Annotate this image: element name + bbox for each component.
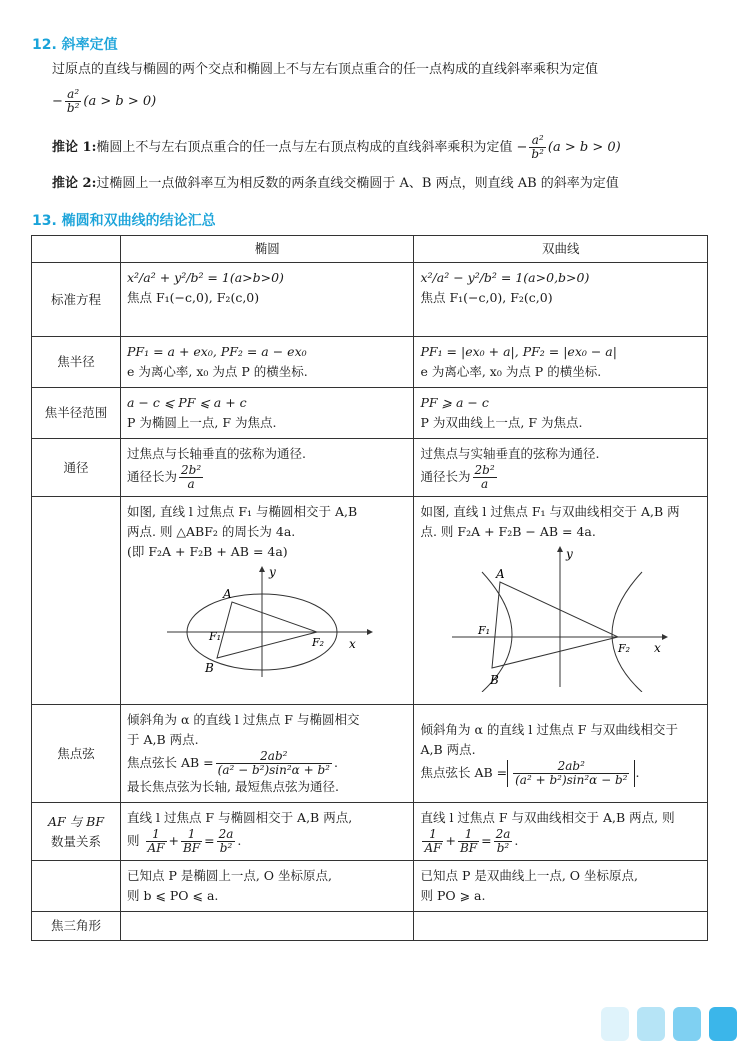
row-label (32, 497, 121, 705)
ellipse-chord-formula: 焦点弦长 AB = $\frac{\text{2ab²}}{\text{(a² − b²)sin²α + b²}}$ . (127, 749, 338, 777)
value-denominator: b² (66, 101, 80, 115)
ellipse-cell (121, 337, 414, 388)
table-row (32, 439, 708, 497)
hyperbola-po-line1: 已知点 P 是双曲线上一点, O 坐标原点, (420, 868, 638, 883)
ellipse-po-line1: 已知点 P 是椭圆上一点, O 坐标原点, (127, 868, 332, 883)
hyperbola-chord-line1: 倾斜角为 α 的直线 l 过焦点 F 与双曲线相交于 (420, 722, 678, 737)
table-row (32, 912, 708, 941)
decoration-block (673, 1007, 701, 1041)
ellipse-af-bf-formula: 则 $\frac{1}{AF}$ + $\frac{1}{BF}$ = $\frac{2a}{\text{b²}}$ . (127, 827, 242, 855)
ellipse-cell (121, 705, 414, 803)
header-ellipse: 椭圆 (121, 236, 414, 263)
row-label-line2: 数量关系 (50, 833, 101, 849)
t2-num: 1 (458, 828, 479, 842)
t1-num: 1 (422, 828, 443, 842)
hyperbola-cell (414, 388, 708, 439)
latus-numerator: 2b² (474, 463, 495, 477)
ellipse-triangle-line2: 两点. 则 △ABF₂ 的周长为 4a. (127, 524, 296, 539)
label-f2: F₂ (312, 636, 325, 649)
ellipse-cell (121, 912, 414, 941)
ellipse-focal-radius: PF₁ = a + ex₀, PF₂ = a − ex₀ (127, 344, 307, 359)
chord-numerator: 2ab² (513, 760, 629, 774)
label-y: y (269, 565, 276, 579)
ellipse-range: a − c ⩽ PF ⩽ a + c (127, 395, 247, 410)
latus-denominator: a (480, 477, 489, 491)
section-12-title: 12. 斜率定值 (32, 37, 118, 53)
hyperbola-cell (414, 497, 708, 705)
r-num: 2a (495, 827, 511, 841)
value-numerator: a² (65, 88, 82, 102)
latus-label: 通径长为 (420, 469, 471, 484)
ellipse-cell (121, 388, 414, 439)
table-header-row (32, 236, 708, 263)
ellipse-focal-radius-note: e 为离心率, x₀ 为点 P 的横坐标. (127, 364, 308, 379)
ellipse-chord-line2: 于 A,B 两点. (127, 732, 199, 747)
ellipse-triangle-line1: 如图, 直线 l 过焦点 F₁ 与椭圆相交于 A,B (127, 504, 358, 519)
corollary-1: 推论 1:椭圆上不与左右顶点重合的任一点与左右顶点构成的直线斜率乘积为定值 − $\frac{\text{a²}}{\text{b²}}$ (a > b > 0) (52, 133, 621, 161)
hyperbola-focal-radius: PF₁ = |ex₀ + a|, PF₂ = |ex₀ − a| (420, 344, 617, 359)
hyperbola-triangle-line1: 如图, 直线 l 过焦点 F₁ 与双曲线相交于 A,B 两 (420, 504, 680, 519)
label-x: x (349, 637, 356, 651)
section-12-line1: 过原点的直线与椭圆的两个交点和椭圆上不与左右顶点重合的任一点构成的直线斜率乘积为定值 (52, 62, 599, 77)
t2-num: 1 (181, 828, 202, 842)
latus-denominator: a (187, 477, 195, 491)
table-row (32, 705, 708, 803)
corollary-1-label: 推论 1: (52, 140, 97, 155)
ellipse-cell (121, 497, 414, 705)
ellipse-cell (121, 263, 414, 337)
hyperbola-cell (414, 705, 708, 803)
hyperbola-po-line2: 则 PO ⩾ a. (420, 888, 486, 903)
hyperbola-chord-line2: A,B 两点. (420, 742, 476, 757)
corollary-2-text: 过椭圆上一点做斜率互为相反数的两条直线交椭圆于 A、B 两点，则直线 AB 的斜率为定值 (96, 176, 619, 191)
label-b: B (490, 673, 500, 687)
hyperbola-cell (414, 439, 708, 497)
hyperbola-latus-length (420, 464, 701, 491)
hyperbola-foci: 焦点 F₁(−c,0), F₂(c,0) (420, 290, 553, 305)
hyperbola-cell (414, 803, 708, 861)
r-den: b² (219, 841, 233, 855)
t2-den: BF (182, 841, 201, 855)
header-blank (32, 236, 121, 263)
corollary-2 (52, 174, 705, 194)
ellipse-cell (121, 861, 414, 912)
summary-table (31, 235, 708, 941)
c1-denominator: b² (531, 147, 544, 161)
hyperbola-right-branch (612, 572, 642, 692)
decoration-block (637, 1007, 665, 1041)
y-axis-arrow (259, 566, 265, 572)
row-label: 通径 (32, 439, 121, 497)
header-hyperbola: 双曲线 (414, 236, 708, 263)
ellipse-af-bf-line1: 直线 l 过焦点 F 与椭圆相交于 A,B 两点, (127, 810, 353, 825)
corollary-2-label: 推论 2: (52, 176, 97, 191)
table-row (32, 263, 708, 337)
decoration-block (709, 1007, 737, 1041)
value-condition: (a > b > 0) (83, 94, 157, 109)
hyperbola-figure (432, 542, 672, 692)
ellipse-cell (121, 803, 414, 861)
table-row (32, 388, 708, 439)
hyperbola-chord-formula: 焦点弦长 AB = $\frac{\text{2ab²}}{\text{(a² + b²)sin²α − b²}}$ . (420, 759, 640, 787)
ellipse-figure (147, 562, 387, 682)
ellipse-foci: 焦点 F₁(−c,0), F₂(c,0) (127, 290, 260, 305)
t1-den: AF (424, 841, 442, 855)
ellipse-po-line2: 则 b ⩽ PO ⩽ a. (127, 888, 219, 903)
row-label: 焦点弦 (32, 705, 121, 803)
label-a: A (223, 587, 232, 601)
ellipse-chord-note: 最长焦点弦为长轴, 最短焦点弦为通径. (127, 779, 339, 794)
hyperbola-af-bf-line1: 直线 l 过焦点 F 与双曲线相交于 A,B 两点, 则 (420, 810, 675, 825)
hyperbola-cell (414, 912, 708, 941)
c1-numerator: a² (529, 134, 546, 148)
x-axis-arrow (662, 634, 668, 640)
table-row (32, 497, 708, 705)
hyperbola-triangle-line2: 点. 则 F₂A + F₂B − AB = 4a. (420, 524, 596, 539)
hyperbola-cell (414, 861, 708, 912)
section-13-title: 13. 椭圆和双曲线的结论汇总 (32, 213, 216, 229)
hyperbola-latus-def: 过焦点与实轴垂直的弦称为通径. (420, 446, 600, 461)
t2-den: BF (459, 841, 478, 855)
ellipse-chord-line1: 倾斜角为 α 的直线 l 过焦点 F 与椭圆相交 (127, 712, 360, 727)
chord-label: 焦点弦长 AB = (127, 755, 214, 770)
decoration-block (601, 1007, 629, 1041)
ellipse-range-note: P 为椭圆上一点, F 为焦点. (127, 415, 277, 430)
chord-numerator: 2ab² (216, 750, 332, 764)
corollary-1-condition: (a > b > 0) (547, 140, 621, 155)
chord-denominator: (a² + b²)sin²α − b² (515, 773, 628, 787)
table-row (32, 861, 708, 912)
t1-den: AF (147, 841, 165, 855)
ellipse-cell (121, 439, 414, 497)
latus-label: 通径长为 (127, 469, 178, 484)
x-axis-arrow (367, 629, 373, 635)
label-f2: F₂ (618, 642, 631, 655)
y-axis-arrow (557, 546, 563, 552)
ellipse-latus-length (127, 464, 407, 491)
hyperbola-cell (414, 263, 708, 337)
label-a: A (496, 567, 506, 581)
row-label: 焦三角形 (32, 912, 121, 941)
label-f1: F₁ (478, 624, 491, 637)
table-row (32, 337, 708, 388)
table-row (32, 803, 708, 861)
latus-numerator: 2b² (181, 463, 202, 477)
r-den: b² (496, 841, 510, 855)
r-num: 2a (218, 827, 234, 841)
label-f1: F₁ (209, 630, 222, 643)
then-label: 则 (127, 833, 140, 848)
section-12-line1-value: − $\frac{\text{a²}}{\text{b²}}$ (a > b > 0) (52, 87, 157, 115)
t1-num: 1 (146, 828, 167, 842)
row-label (32, 803, 121, 861)
label-x: x (654, 641, 662, 655)
hyperbola-af-bf-formula: $\frac{1}{AF}$ + $\frac{1}{BF}$ = $\frac{2a}{\text{b²}}$ . (424, 827, 519, 855)
row-label (32, 861, 121, 912)
label-y: y (566, 547, 574, 561)
ellipse-equation: x²/a² + y²/b² = 1(a>b>0) (127, 270, 284, 285)
hyperbola-cell (414, 337, 708, 388)
hyperbola-range: PF ⩾ a − c (420, 395, 489, 410)
label-b: B (205, 661, 214, 675)
ellipse-triangle-line3: (即 F₂A + F₂B + AB = 4a) (127, 544, 288, 559)
row-label-line1: AF 与 BF (47, 813, 104, 829)
row-label: 标准方程 (32, 263, 121, 337)
ellipse-latus-def: 过焦点与长轴垂直的弦称为通径. (127, 446, 306, 461)
row-label: 焦半径 (32, 337, 121, 388)
chord-denominator: (a² − b²)sin²α + b² (217, 763, 330, 777)
corollary-1-text: 椭圆上不与左右顶点重合的任一点与左右顶点构成的直线斜率乘积为定值 (96, 140, 513, 155)
row-label: 焦半径范围 (32, 388, 121, 439)
triangle-abf2 (217, 602, 317, 658)
hyperbola-range-note: P 为双曲线上一点, F 为焦点. (420, 415, 583, 430)
chord-label: 焦点弦长 AB = (420, 765, 508, 780)
hyperbola-focal-radius-note: e 为离心率, x₀ 为点 P 的横坐标. (420, 364, 602, 379)
hyperbola-equation: x²/a² − y²/b² = 1(a>0,b>0) (420, 270, 590, 285)
